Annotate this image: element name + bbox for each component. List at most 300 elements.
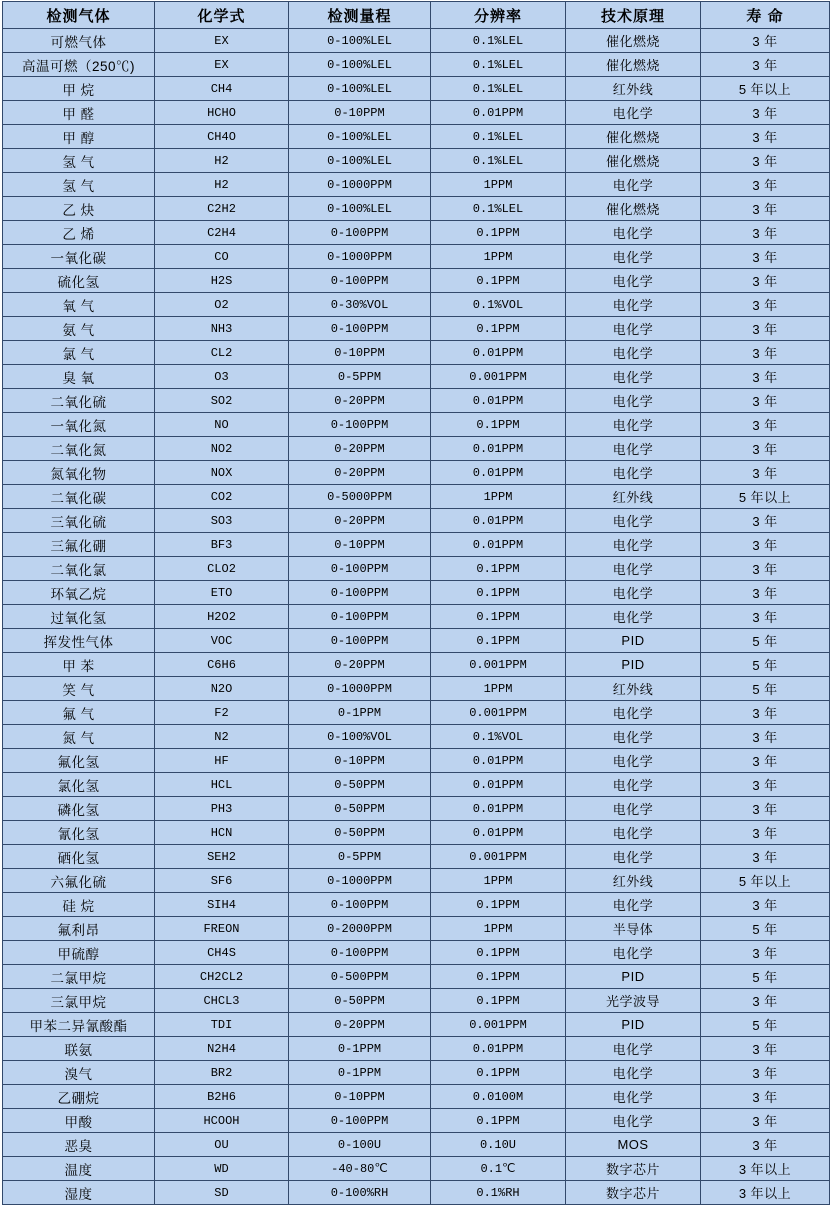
cell-gas-name: 磷化氢 [3, 797, 155, 821]
cell-formula: H2 [155, 173, 289, 197]
cell-principle: 催化燃烧 [566, 149, 701, 173]
cell-lifetime: 3 年以上 [701, 1181, 830, 1205]
cell-range: 0-5PPM [289, 365, 431, 389]
cell-principle: 红外线 [566, 677, 701, 701]
cell-gas-name: 氟利昂 [3, 917, 155, 941]
cell-principle: PID [566, 1013, 701, 1037]
cell-lifetime: 5 年 [701, 653, 830, 677]
cell-lifetime: 3 年 [701, 533, 830, 557]
cell-resolution: 0.1%LEL [431, 29, 566, 53]
table-row [3, 365, 830, 389]
cell-range: 0-10PPM [289, 749, 431, 773]
table-row [3, 101, 830, 125]
table-row [3, 749, 830, 773]
cell-gas-name: 联氨 [3, 1037, 155, 1061]
cell-lifetime: 3 年 [701, 1061, 830, 1085]
cell-range: 0-10PPM [289, 1085, 431, 1109]
cell-range: 0-5000PPM [289, 485, 431, 509]
cell-principle: 数字芯片 [566, 1181, 701, 1205]
cell-principle: 电化学 [566, 1085, 701, 1109]
cell-gas-name: 氮氧化物 [3, 461, 155, 485]
cell-lifetime: 3 年 [701, 173, 830, 197]
cell-formula: F2 [155, 701, 289, 725]
cell-principle: 催化燃烧 [566, 53, 701, 77]
cell-range: 0-1PPM [289, 1061, 431, 1085]
cell-formula: CHCL3 [155, 989, 289, 1013]
cell-formula: BR2 [155, 1061, 289, 1085]
cell-range: 0-100%RH [289, 1181, 431, 1205]
cell-formula: CH4S [155, 941, 289, 965]
table-header [3, 2, 830, 29]
cell-lifetime: 3 年 [701, 149, 830, 173]
cell-formula: BF3 [155, 533, 289, 557]
cell-gas-name: 恶臭 [3, 1133, 155, 1157]
cell-range: 0-50PPM [289, 989, 431, 1013]
table-row [3, 389, 830, 413]
cell-formula: TDI [155, 1013, 289, 1037]
cell-gas-name: 甲 醇 [3, 125, 155, 149]
cell-gas-name: 甲酸 [3, 1109, 155, 1133]
table-row [3, 1037, 830, 1061]
cell-principle: 电化学 [566, 581, 701, 605]
column-header-lifetime: 寿 命 [701, 2, 830, 29]
table-row [3, 437, 830, 461]
cell-resolution: 0.1%LEL [431, 53, 566, 77]
cell-resolution: 0.001PPM [431, 701, 566, 725]
cell-formula: CLO2 [155, 557, 289, 581]
cell-lifetime: 5 年以上 [701, 869, 830, 893]
cell-formula: HF [155, 749, 289, 773]
table-body [3, 29, 830, 1205]
cell-range: -40-80℃ [289, 1157, 431, 1181]
table-row [3, 293, 830, 317]
cell-principle: 电化学 [566, 461, 701, 485]
cell-range: 0-50PPM [289, 821, 431, 845]
table-row [3, 941, 830, 965]
cell-resolution: 0.001PPM [431, 1013, 566, 1037]
cell-range: 0-100%LEL [289, 77, 431, 101]
cell-resolution: 0.1PPM [431, 1109, 566, 1133]
cell-resolution: 0.01PPM [431, 821, 566, 845]
cell-formula: WD [155, 1157, 289, 1181]
cell-range: 0-10PPM [289, 341, 431, 365]
cell-lifetime: 3 年 [701, 1109, 830, 1133]
cell-resolution: 0.1PPM [431, 893, 566, 917]
cell-gas-name: 过氧化氢 [3, 605, 155, 629]
cell-formula: CO [155, 245, 289, 269]
cell-lifetime: 3 年 [701, 1037, 830, 1061]
cell-principle: 电化学 [566, 269, 701, 293]
cell-gas-name: 氮 气 [3, 725, 155, 749]
cell-resolution: 0.001PPM [431, 365, 566, 389]
cell-lifetime: 3 年 [701, 389, 830, 413]
cell-range: 0-100%LEL [289, 149, 431, 173]
cell-formula: SO3 [155, 509, 289, 533]
cell-formula: C2H2 [155, 197, 289, 221]
cell-gas-name: 甲苯二异氰酸酯 [3, 1013, 155, 1037]
cell-principle: 电化学 [566, 773, 701, 797]
cell-principle: 数字芯片 [566, 1157, 701, 1181]
cell-range: 0-100PPM [289, 221, 431, 245]
table-row [3, 1181, 830, 1205]
cell-principle: 电化学 [566, 821, 701, 845]
cell-lifetime: 3 年 [701, 269, 830, 293]
cell-lifetime: 5 年 [701, 965, 830, 989]
cell-lifetime: 3 年 [701, 293, 830, 317]
table-row [3, 77, 830, 101]
table-row [3, 197, 830, 221]
cell-formula: H2 [155, 149, 289, 173]
cell-gas-name: 温度 [3, 1157, 155, 1181]
cell-resolution: 1PPM [431, 173, 566, 197]
cell-formula: H2O2 [155, 605, 289, 629]
cell-principle: 催化燃烧 [566, 197, 701, 221]
cell-gas-name: 氨 气 [3, 317, 155, 341]
cell-gas-name: 挥发性气体 [3, 629, 155, 653]
cell-gas-name: 氢 气 [3, 173, 155, 197]
cell-resolution: 0.1PPM [431, 941, 566, 965]
table-row [3, 221, 830, 245]
cell-resolution: 0.001PPM [431, 653, 566, 677]
cell-lifetime: 3 年 [701, 509, 830, 533]
cell-lifetime: 5 年 [701, 1013, 830, 1037]
cell-resolution: 1PPM [431, 917, 566, 941]
cell-gas-name: 二氧化氯 [3, 557, 155, 581]
cell-resolution: 0.01PPM [431, 389, 566, 413]
cell-range: 0-1000PPM [289, 869, 431, 893]
cell-resolution: 0.01PPM [431, 437, 566, 461]
cell-gas-name: 甲 醛 [3, 101, 155, 125]
cell-gas-name: 一氧化氮 [3, 413, 155, 437]
table-row [3, 317, 830, 341]
cell-principle: 催化燃烧 [566, 125, 701, 149]
cell-principle: 红外线 [566, 77, 701, 101]
table-row [3, 725, 830, 749]
cell-lifetime: 3 年 [701, 125, 830, 149]
cell-gas-name: 可燃气体 [3, 29, 155, 53]
table-row [3, 173, 830, 197]
cell-lifetime: 3 年 [701, 53, 830, 77]
cell-lifetime: 3 年 [701, 101, 830, 125]
cell-principle: PID [566, 653, 701, 677]
cell-range: 0-100U [289, 1133, 431, 1157]
cell-gas-name: 氰化氢 [3, 821, 155, 845]
cell-principle: 电化学 [566, 173, 701, 197]
cell-formula: NH3 [155, 317, 289, 341]
cell-principle: 半导体 [566, 917, 701, 941]
cell-resolution: 0.1PPM [431, 317, 566, 341]
cell-formula: PH3 [155, 797, 289, 821]
cell-range: 0-20PPM [289, 437, 431, 461]
cell-gas-name: 硫化氢 [3, 269, 155, 293]
cell-range: 0-50PPM [289, 773, 431, 797]
cell-principle: 电化学 [566, 437, 701, 461]
cell-gas-name: 六氟化硫 [3, 869, 155, 893]
cell-resolution: 0.1%RH [431, 1181, 566, 1205]
table-row [3, 341, 830, 365]
gas-specification-table [2, 1, 830, 1205]
cell-principle: 电化学 [566, 341, 701, 365]
column-header-gas-name: 检测气体 [3, 2, 155, 29]
cell-formula: CH4 [155, 77, 289, 101]
cell-range: 0-100PPM [289, 581, 431, 605]
cell-range: 0-500PPM [289, 965, 431, 989]
table-row [3, 605, 830, 629]
cell-formula: N2 [155, 725, 289, 749]
cell-lifetime: 3 年 [701, 989, 830, 1013]
cell-principle: PID [566, 629, 701, 653]
cell-lifetime: 3 年 [701, 461, 830, 485]
cell-resolution: 0.10U [431, 1133, 566, 1157]
cell-gas-name: 三氟化硼 [3, 533, 155, 557]
table-row [3, 653, 830, 677]
cell-principle: 电化学 [566, 941, 701, 965]
table-row [3, 1157, 830, 1181]
table-row [3, 269, 830, 293]
cell-lifetime: 3 年 [701, 341, 830, 365]
cell-formula: CH2CL2 [155, 965, 289, 989]
cell-lifetime: 3 年 [701, 581, 830, 605]
table-row [3, 533, 830, 557]
cell-range: 0-1PPM [289, 701, 431, 725]
cell-lifetime: 3 年 [701, 845, 830, 869]
cell-resolution: 0.1%LEL [431, 125, 566, 149]
cell-formula: SD [155, 1181, 289, 1205]
cell-lifetime: 3 年 [701, 245, 830, 269]
cell-principle: 电化学 [566, 509, 701, 533]
cell-resolution: 0.01PPM [431, 749, 566, 773]
cell-resolution: 0.1PPM [431, 221, 566, 245]
cell-range: 0-20PPM [289, 389, 431, 413]
cell-range: 0-100%LEL [289, 197, 431, 221]
table-row [3, 821, 830, 845]
cell-formula: O2 [155, 293, 289, 317]
cell-lifetime: 3 年 [701, 437, 830, 461]
cell-gas-name: 湿度 [3, 1181, 155, 1205]
cell-gas-name: 氟 气 [3, 701, 155, 725]
cell-gas-name: 三氯甲烷 [3, 989, 155, 1013]
cell-formula: VOC [155, 629, 289, 653]
cell-resolution: 0.1%VOL [431, 725, 566, 749]
cell-range: 0-1000PPM [289, 245, 431, 269]
cell-resolution: 0.001PPM [431, 845, 566, 869]
cell-principle: 电化学 [566, 1037, 701, 1061]
cell-resolution: 0.01PPM [431, 533, 566, 557]
cell-resolution: 0.01PPM [431, 773, 566, 797]
cell-principle: 电化学 [566, 533, 701, 557]
cell-range: 0-100PPM [289, 269, 431, 293]
cell-gas-name: 臭 氧 [3, 365, 155, 389]
cell-gas-name: 笑 气 [3, 677, 155, 701]
cell-formula: SF6 [155, 869, 289, 893]
cell-principle: 催化燃烧 [566, 29, 701, 53]
table-row [3, 773, 830, 797]
table-row [3, 1013, 830, 1037]
table-row [3, 845, 830, 869]
cell-formula: CH4O [155, 125, 289, 149]
cell-formula: ETO [155, 581, 289, 605]
cell-resolution: 0.01PPM [431, 509, 566, 533]
cell-gas-name: 乙 烯 [3, 221, 155, 245]
cell-lifetime: 3 年 [701, 941, 830, 965]
cell-lifetime: 3 年 [701, 317, 830, 341]
cell-gas-name: 一氧化碳 [3, 245, 155, 269]
cell-lifetime: 5 年 [701, 629, 830, 653]
cell-principle: 电化学 [566, 317, 701, 341]
cell-resolution: 0.1PPM [431, 413, 566, 437]
cell-range: 0-50PPM [289, 797, 431, 821]
cell-gas-name: 甲 苯 [3, 653, 155, 677]
cell-resolution: 0.0100M [431, 1085, 566, 1109]
cell-principle: 电化学 [566, 701, 701, 725]
cell-formula: O3 [155, 365, 289, 389]
cell-principle: 电化学 [566, 725, 701, 749]
cell-resolution: 1PPM [431, 869, 566, 893]
cell-formula: SO2 [155, 389, 289, 413]
cell-resolution: 0.01PPM [431, 341, 566, 365]
cell-formula: EX [155, 53, 289, 77]
table-row [3, 869, 830, 893]
cell-principle: 电化学 [566, 893, 701, 917]
cell-lifetime: 3 年 [701, 413, 830, 437]
table-row [3, 677, 830, 701]
cell-resolution: 0.01PPM [431, 797, 566, 821]
cell-formula: HCL [155, 773, 289, 797]
cell-formula: C2H4 [155, 221, 289, 245]
cell-range: 0-30%VOL [289, 293, 431, 317]
cell-range: 0-5PPM [289, 845, 431, 869]
cell-principle: 电化学 [566, 605, 701, 629]
table-row [3, 461, 830, 485]
cell-formula: H2S [155, 269, 289, 293]
cell-principle: 红外线 [566, 485, 701, 509]
cell-range: 0-10PPM [289, 533, 431, 557]
cell-resolution: 0.1%LEL [431, 197, 566, 221]
cell-lifetime: 3 年 [701, 725, 830, 749]
table-row [3, 557, 830, 581]
cell-lifetime: 3 年 [701, 797, 830, 821]
cell-formula: C6H6 [155, 653, 289, 677]
cell-principle: 电化学 [566, 245, 701, 269]
cell-principle: 光学波导 [566, 989, 701, 1013]
cell-gas-name: 乙硼烷 [3, 1085, 155, 1109]
cell-range: 0-100PPM [289, 941, 431, 965]
table-row [3, 629, 830, 653]
cell-resolution: 0.1℃ [431, 1157, 566, 1181]
cell-lifetime: 3 年以上 [701, 1157, 830, 1181]
cell-lifetime: 3 年 [701, 221, 830, 245]
cell-principle: MOS [566, 1133, 701, 1157]
cell-formula: NOX [155, 461, 289, 485]
cell-resolution: 0.1PPM [431, 989, 566, 1013]
cell-principle: 电化学 [566, 557, 701, 581]
cell-gas-name: 氧 气 [3, 293, 155, 317]
table-row [3, 485, 830, 509]
cell-principle: 电化学 [566, 1109, 701, 1133]
table-row [3, 581, 830, 605]
cell-resolution: 0.01PPM [431, 461, 566, 485]
cell-range: 0-100%LEL [289, 53, 431, 77]
table-row [3, 989, 830, 1013]
column-header-range: 检测量程 [289, 2, 431, 29]
cell-lifetime: 3 年 [701, 1133, 830, 1157]
cell-principle: 电化学 [566, 365, 701, 389]
cell-lifetime: 3 年 [701, 557, 830, 581]
cell-gas-name: 三氧化硫 [3, 509, 155, 533]
table-row [3, 1133, 830, 1157]
cell-gas-name: 环氧乙烷 [3, 581, 155, 605]
cell-resolution: 0.01PPM [431, 1037, 566, 1061]
cell-gas-name: 乙 炔 [3, 197, 155, 221]
cell-range: 0-100PPM [289, 317, 431, 341]
cell-range: 0-20PPM [289, 1013, 431, 1037]
cell-gas-name: 氯 气 [3, 341, 155, 365]
cell-range: 0-100%LEL [289, 29, 431, 53]
cell-range: 0-100PPM [289, 1109, 431, 1133]
table-row [3, 797, 830, 821]
table-row [3, 413, 830, 437]
cell-range: 0-1PPM [289, 1037, 431, 1061]
cell-resolution: 0.1PPM [431, 1061, 566, 1085]
cell-gas-name: 硒化氢 [3, 845, 155, 869]
column-header-principle: 技术原理 [566, 2, 701, 29]
table-row [3, 965, 830, 989]
cell-gas-name: 氢 气 [3, 149, 155, 173]
cell-formula: CL2 [155, 341, 289, 365]
cell-range: 0-100PPM [289, 605, 431, 629]
cell-formula: EX [155, 29, 289, 53]
cell-range: 0-100PPM [289, 557, 431, 581]
cell-lifetime: 3 年 [701, 749, 830, 773]
cell-resolution: 0.1PPM [431, 581, 566, 605]
cell-resolution: 0.1PPM [431, 605, 566, 629]
table-row [3, 245, 830, 269]
cell-lifetime: 3 年 [701, 197, 830, 221]
cell-range: 0-100PPM [289, 893, 431, 917]
column-header-formula: 化学式 [155, 2, 289, 29]
cell-lifetime: 3 年 [701, 605, 830, 629]
cell-lifetime: 5 年以上 [701, 485, 830, 509]
cell-principle: 电化学 [566, 221, 701, 245]
cell-resolution: 1PPM [431, 485, 566, 509]
table-row [3, 509, 830, 533]
table-row [3, 125, 830, 149]
cell-principle: 电化学 [566, 389, 701, 413]
cell-principle: 电化学 [566, 413, 701, 437]
cell-range: 0-10PPM [289, 101, 431, 125]
cell-lifetime: 5 年以上 [701, 77, 830, 101]
cell-gas-name: 二氧化硫 [3, 389, 155, 413]
cell-lifetime: 3 年 [701, 701, 830, 725]
cell-formula: B2H6 [155, 1085, 289, 1109]
cell-range: 0-20PPM [289, 461, 431, 485]
cell-range: 0-100%LEL [289, 125, 431, 149]
cell-gas-name: 甲 烷 [3, 77, 155, 101]
table-header-row [3, 2, 830, 29]
cell-formula: HCOOH [155, 1109, 289, 1133]
cell-formula: SIH4 [155, 893, 289, 917]
cell-range: 0-20PPM [289, 653, 431, 677]
cell-range: 0-100PPM [289, 629, 431, 653]
cell-range: 0-1000PPM [289, 677, 431, 701]
cell-lifetime: 3 年 [701, 29, 830, 53]
cell-principle: 电化学 [566, 293, 701, 317]
cell-gas-name: 氯化氢 [3, 773, 155, 797]
cell-gas-name: 氟化氢 [3, 749, 155, 773]
cell-range: 0-20PPM [289, 509, 431, 533]
cell-formula: CO2 [155, 485, 289, 509]
cell-lifetime: 3 年 [701, 773, 830, 797]
